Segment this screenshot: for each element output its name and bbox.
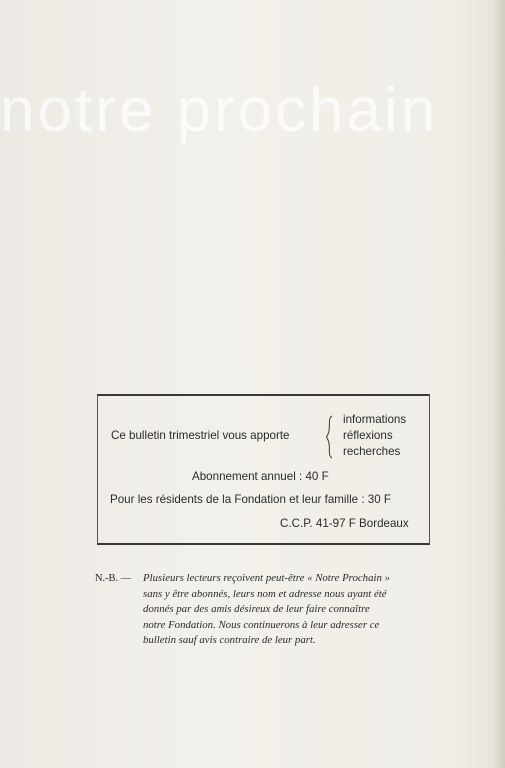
subscription-box [97, 394, 430, 545]
curly-brace-icon [326, 415, 334, 459]
note-line: notre Fondation. Nous continuerons à leur adresser ce [143, 618, 380, 631]
note-body [143, 571, 443, 649]
topic-informations: informations [343, 413, 407, 426]
topic-reflexions: réflexions [343, 429, 393, 442]
postal-account: C.C.P. 41-97 F Bordeaux [280, 517, 409, 530]
note-line: bulletin sauf avis contraire de leur part. [143, 634, 316, 646]
bulletin-intro: Ce bulletin trimestriel vous apporte [111, 429, 290, 442]
annual-subscription: Abonnement annuel : 40 F [192, 470, 329, 483]
note-line: sans y être abonnés, leurs nom et adresse nous ayant été [143, 587, 387, 600]
topic-recherches: recherches [343, 445, 401, 458]
note-label: N.-B. — [95, 573, 132, 584]
residents-rate: Pour les résidents de la Fondation et leur famille : 30 F [110, 493, 391, 506]
page-edge-shadow [493, 0, 505, 768]
note-line: donnés par des amis désireux de leur faire connaître [143, 603, 370, 615]
note-line: Plusieurs lecteurs reçoivent peut-être « Notre Prochain » [143, 572, 390, 584]
show-through-watermark: notre prochain [0, 76, 439, 145]
